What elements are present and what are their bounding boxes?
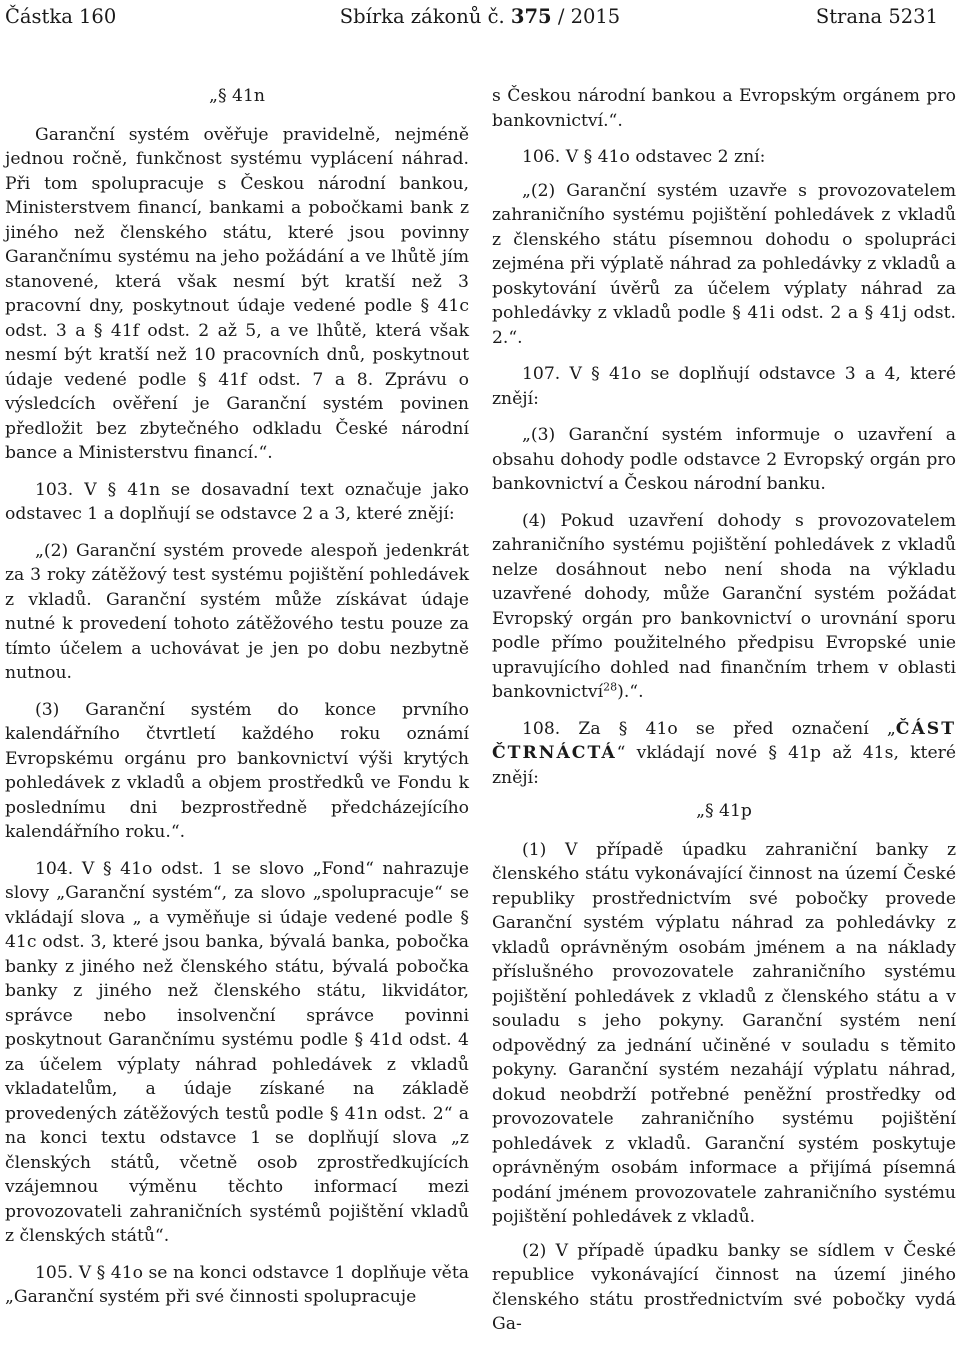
amendment-item-105: 105. V § 41o se na konci odstavce 1 doplňuje věta „Garanční systém při své činnosti spolupracuje (5, 1262, 469, 1307)
collection-prefix: Sbírka zákonů č. (339, 5, 511, 28)
amendment-item-108 (492, 717, 956, 791)
paragraph-107-3: „(3) Garanční systém informuje o uzavření a obsahu dohody podle odstavce 2 Evropský orgán pro bankovnictví a Českou národní banku. (492, 425, 956, 494)
paragraph-106-2: „(2) Garanční systém uzavře s provozovatelem zahraničního systému pojištění pohledávek z vkladů z členského státu písemnou dohodu o spolupráci zejména při výplatě náhrad za pohledávky z vkladů a poskytování úvěrů za účelem výplaty náhrad za pohledávky z vkladů podle § 41i odst. 2 a § 41j odst. 2.“. (492, 180, 956, 348)
left-column (5, 84, 469, 1319)
paragraph-41p-1: (1) V případě úpadku zahraniční banky z členského státu vykonávající činnost na území České republiky prostřednictvím své pobočky provede Garanční systém výplatu náhrad za pohledávky z vkladů oprávněným osobám jménem a na náklady příslušného provozovatele zahraničního systému pojištění pohledávek z vkladů z členského státu a v souladu s jeho pokyny. Garanční systém není odpovědný za jednání učiněné v souladu s těmito pokyny. Garanční systém nezahájí výplatu náhrad, dokud neobdrží potřebné peněžní prostředky od provozovatele zahraničního systému pojištění pohledávek z vkladů. Garanční systém poskytuje oprávněným osobám informace a přijímá písemná podání jménem provozovatele zahraničního systému pojištění pohledávek z vkladů. (492, 839, 956, 1227)
section-heading-41n: „§ 41n (209, 86, 265, 106)
section-heading-41p: „§ 41p (696, 801, 752, 821)
paragraph-41n-text: Garanční systém ověřuje pravidelně, nejméně jednou ročně, funkčnost systému vyplácení náhrad. Při tom spolupracuje s Českou národní bankou, Ministerstvem financí, bankami a pobočkami bank z jiného než členského státu, které jsou povinny Garančnímu systému na jeho požádání a ve lhůtě jím stanovené, která však nesmí být kratší než 3 pracovní dny, poskytnout údaje vedené podle § 41c odst. 3 a § 41f odst. 2 až 5, a ve lhůtě, která však nesmí být kratší než 10 pracovních dnů, poskytnout údaje vedené podle § 41f odst. 7 a 8. Zprávu o výsledcích ověření je Garanční systém povinen předložit bez zbytečného odkladu České národní bance a Ministerstvu financí.“. (5, 124, 469, 463)
right-column (492, 84, 956, 1346)
amendment-item-107: 107. V § 41o se doplňují odstavce 3 a 4, které znějí: (492, 364, 956, 409)
paragraph-107-4-end: ).“. (617, 682, 644, 702)
paragraph-107-4-text: (4) Pokud uzavření dohody s provozovatelem zahraničního systému pojištění pohledávek z vkladů nelze dosáhnout nebo není shoda na výkladu uzavřené dohody, může Garanční systém požádat Evropský orgán pro bankovnictví o urovnání sporu podle přímo použitelného předpisu Evropské unie upravujícího dohled nad finančním trhem v oblasti bankovnictví (492, 510, 956, 702)
paragraph-41p-2: (2) V případě úpadku banky se sídlem v České republice vykonávající činnost na území jiného členského státu prostřednictvím své pobočky vydá Ga- (492, 1240, 956, 1334)
item-108-start: 108. Za § 41o se před označení „ (522, 718, 896, 739)
issue-number: Částka 160 (5, 5, 117, 28)
amendment-item-103: 103. V § 41n se dosavadní text označuje jako odstavec 1 a doplňují se odstavce 2 a 3, které znějí: (5, 479, 469, 524)
page-number: Strana 5231 (815, 5, 938, 28)
item-108-end: “ vkládají nové § 41p až 41s, které znějí: (492, 743, 956, 788)
amendment-item-106: 106. V § 41o odstavec 2 zní: (522, 147, 766, 167)
amendment-item-105-continued: s Českou národní bankou a Evropským orgánem pro bankovnictví.“. (492, 86, 956, 131)
page-header (0, 2, 960, 32)
paragraph-103-2: „(2) Garanční systém provede alespoň jedenkrát za 3 roky zátěžový test systému pojištění pohledávek z vkladů. Garanční systém může získávat údaje nutné k provedení tohoto zátěžového testu pouze za tímto účelem a uchovávat je jen po dobu nezbytně nutnou. (5, 540, 469, 683)
law-year: / 2015 (551, 5, 621, 28)
law-number: 375 (510, 5, 552, 28)
amendment-item-104: 104. V § 41o odst. 1 se slovo „Fond“ nahrazuje slovy „Garanční systém“, za slovo „spolupracuje“ se vkládají slova „ a vyměňuje si údaje vedené podle § 41c odst. 3, které jsou banka, bývalá banka, pobočka banky z jiného než členského státu, bývalá pobočka banky z jiného než členského státu, likvidátor, správce nebo insolvenční správce povinni poskytnout Garančnímu systému podle § 41d odst. 4 za účelem výplaty náhrad pohledávek z vkladů vkladatelům, a údaje získané na základě provedených zátěžových testů podle § 41n odst. 2“ a na konci textu odstavce 1 se doplňují slova „z členských států, včetně osob zprostředkujících vzájemnou výměnu těchto informací mezi provozovateli zahraničních systémů pojištění vkladů z členských států“. (5, 858, 469, 1246)
paragraph-107-4 (492, 509, 956, 705)
part-title: ČÁST ČTRNÁCTÁ (492, 718, 956, 763)
paragraph-103-3: (3) Garanční systém do konce prvního kalendářního čtvrtletí každého roku oznámí Evropskému orgánu pro bankovnictví výši krytých pohledávek z vkladů a objem prostředků ve Fondu k poslednímu dni bezprostředně předcházejícího kalendářního roku.“. (5, 699, 469, 842)
footnote-reference: 28 (603, 680, 618, 694)
